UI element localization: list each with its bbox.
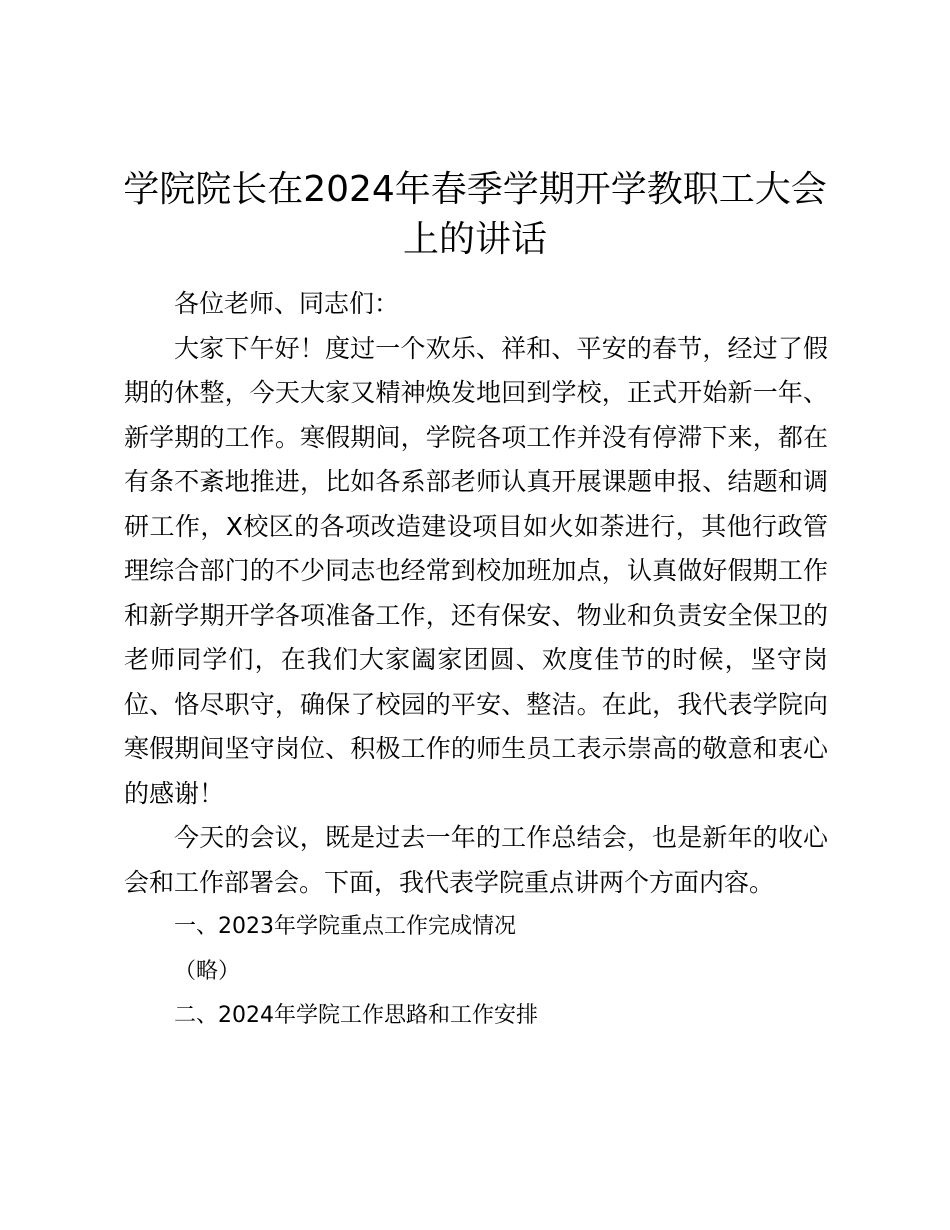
section-heading-2: 二、2024年学院工作思路和工作安排 <box>174 1003 538 1028</box>
section-heading-1: 一、2023年学院重点工作完成情况 <box>174 914 516 939</box>
section-1-omitted: （略） <box>174 958 241 984</box>
paragraph-greeting: 大家下午好！度过一个欢乐、祥和、平安的春节，经过了假期的休整，今天大家又精神焕发地回到学校，正式开始新一年、新学期的工作。寒假期间，学院各项工作并没有停滞下来，都在有条不紊地推进，比如各系部老师认真开展课题申报、结题和调研工作，X校区的各项改造建设项目如火如荼进行，其他行政管理综合部门的不少同志也经常到校加班加点，认真做好假期工作和新学期开学各项准备工作，还有保安、物业和负责安全保卫的老师同学们，在我们大家阖家团圆、欢度佳节的时候，坚守岗位、恪尽职守，确保了校园的平安、整洁。在此，我代表学院向寒假期间坚守岗位、积极工作的师生员工表示崇高的敬意和衷心的感谢！ <box>124 333 828 808</box>
document-body <box>124 282 828 1039</box>
paragraph-meeting-intro: 今天的会议，既是过去一年的工作总结会，也是新年的收心会和工作部署会。下面，我代表学院重点讲两个方面内容。 <box>124 823 828 897</box>
salutation: 各位老师、同志们： <box>174 289 400 318</box>
document-title: 学院院长在2024年春季学期开学教职工大会上的讲话 <box>123 169 827 260</box>
